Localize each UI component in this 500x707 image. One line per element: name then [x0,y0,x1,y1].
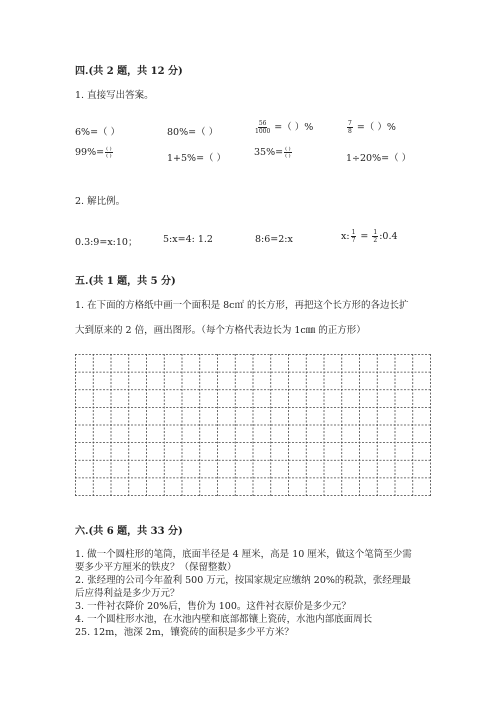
section-6-line: 2. 张经理的公司今年盈利 500 万元，按国家规定应缴纳 20%的税款，张经理最 [75,575,411,586]
proportion-prefix: x: [341,231,350,242]
proportion-d [341,229,398,244]
fraction-numerator: 7 [348,120,352,127]
section-6-title: 六.(共 6 题，共 33 分) [75,526,183,537]
item-7-over-8 [346,119,396,135]
fraction-denominator: 8 [348,128,352,135]
question-2-title: 2. 解比例。 [75,196,126,207]
fraction-denominator: 2 [373,237,378,244]
section-6-questions [75,548,412,639]
item-prefix: 99%= [75,147,105,158]
section-4-title: 四.(共 2 题，共 12 分) [75,66,183,77]
section-6-line: 25. 12m，池深 2m，镶瓷砖的面积是多少平方米？ [75,627,294,638]
item-6-percent: 6%=（ ） [75,127,121,138]
section-6-line: 1. 做一个圆柱形的笔筒，底面半径是 4 厘米，高是 10 厘米，做这个笔筒至少需 [75,549,412,560]
proportion-b: 5:x=4: 1.2 [163,234,213,245]
section-6-line: 4. 一个圆柱形水池，在水池内壁和底部都镶上瓷砖，水池内部底面周长 [75,614,373,625]
proportion-mid: = [357,231,372,242]
fraction-numerator: ( ) [285,146,291,152]
fraction-rest: =（ ）% [271,122,314,133]
section-5-question-line-2: 大到原来的 2 倍，画出图形。（每个方格代表边长为 1c㎜ 的正方形） [75,325,366,336]
fraction-numerator: ( ) [106,146,112,152]
fraction-numerator: 1 [373,229,378,236]
fraction-rest: =（ ）% [353,122,396,133]
item-56-over-1000 [254,119,313,135]
item-35-percent [254,146,293,159]
fraction-numerator: 56 [258,120,267,127]
section-6-line: 后应得利益是多少万元？ [75,588,180,599]
proportion-post: :0.4 [379,231,398,242]
fraction-numerator: 1 [351,229,356,236]
fraction-denominator: ( ) [285,153,291,159]
item-prefix: 35%= [254,147,284,158]
question-1-title: 1. 直接写出答案。 [75,90,154,101]
fraction-denominator: 7 [351,237,356,244]
graph-paper-svg [75,354,431,496]
proportion-a: 0.3:9=x:10； [75,237,138,248]
fraction-denominator: ( ) [106,153,112,159]
section-6-line: 要多少平方厘米的铁皮？（保留整数） [75,562,237,573]
graph-paper-grid[interactable] [75,354,431,496]
item-80-percent: 80%=（ ） [167,127,219,138]
section-6-line: 3. 一件衬衣降价 20%后，售价为 100。这件衬衣原价是多少元？ [75,601,351,612]
item-1-div-20-percent: 1÷20%=（ ） [346,153,412,164]
section-5-title: 五.(共 1 题，共 5 分) [75,276,176,287]
section-5-question-line-1: 1. 在下面的方格纸中画一个面积是 8c㎡ 的长方形，再把这个长方形的各边长扩 [75,300,409,311]
item-1-plus-5-percent: 1+5%=（ ） [167,153,227,164]
fraction-denominator: 1000 [255,128,271,135]
item-99-percent [75,146,114,159]
proportion-c: 8:6=2:x [255,234,293,245]
